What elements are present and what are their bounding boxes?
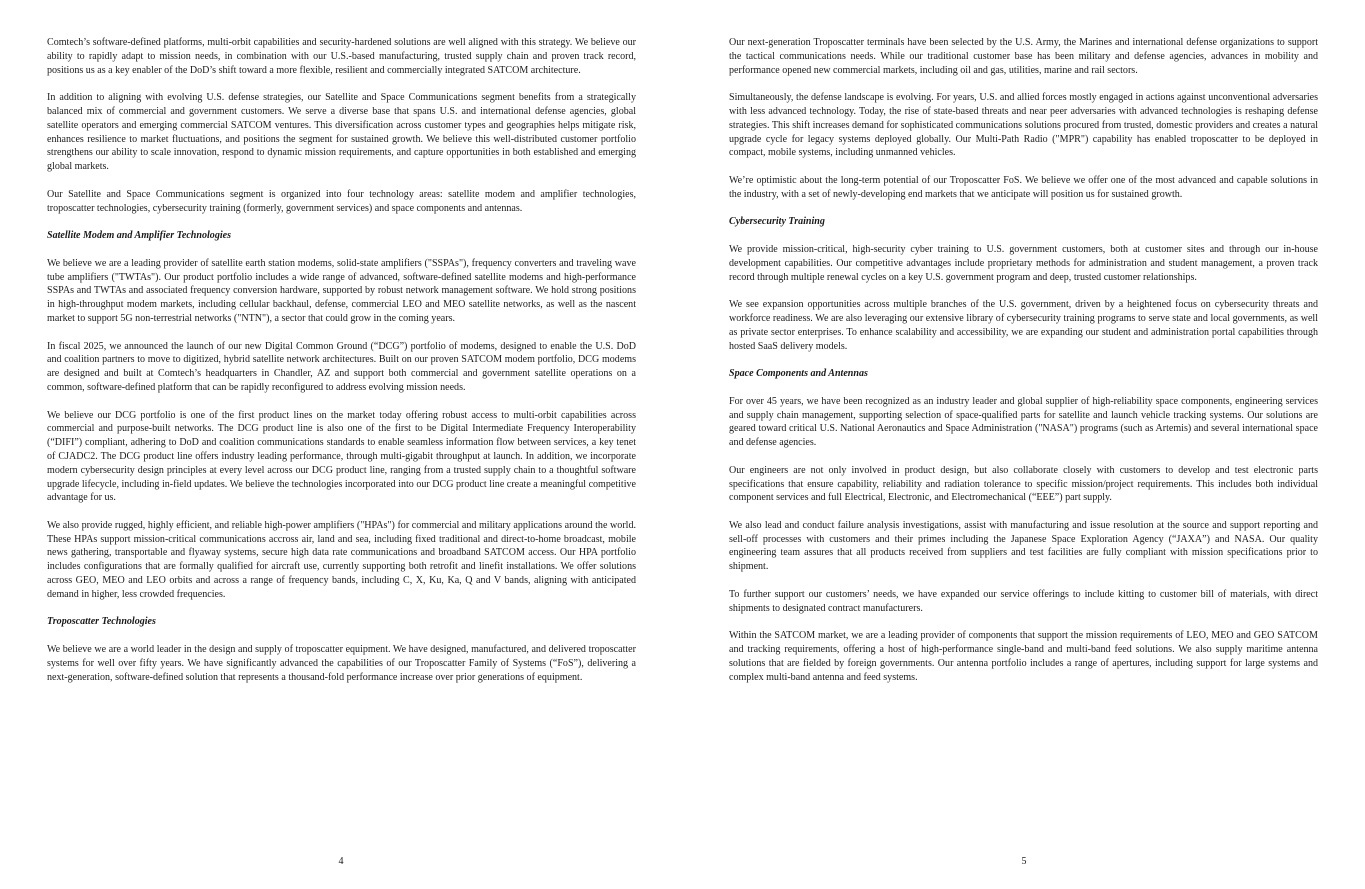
paragraph-engineers: Our engineers are not only involved in product design, but also collaborate closely with customers to develop and test electronic parts specifications that ensure capability, reliability and radiation tolerance to specific mission/project requirements. This includes both individual component services and full Electrical, Electronic, and Electromechanical (“EEE”) part supply.: [729, 464, 1318, 504]
paragraph-cyber-training: We provide mission-critical, high-security cyber training to U.S. government customers, both at customer sites and through our in-house development capabilities. Our competitive advantages include proprietary methods for administration and student management, a proven track record through multiple renewal cycles on a key U.S. government program and deep, trusted customer relationships.: [729, 243, 1318, 283]
paragraph-customer-mix: In addition to aligning with evolving U.S. defense strategies, our Satellite and Space Communications segment benefits from a strategically balanced mix of commercial and government customers. We serve a diverse base that spans U.S. and international defense agencies, global satellite operators and emerging commercial SATCOM ventures. This diversification across customer types and geographies helps mitigate risk, enhances resilience to market fluctuations, and positions the segment for sustained growth. We believe this well-distributed customer portfolio strengthens our ability to scale innovation, respond to dynamic mission requirements, and capture opportunities in both established and emerging global markets.: [47, 92, 636, 173]
section-heading-modem-amplifier: Satellite Modem and Amplifier Technologies: [47, 230, 232, 242]
paragraph-dcg-launch: In fiscal 2025, we announced the launch of our new Digital Common Ground (“DCG”) portfolio of modems, designed to enable the U.S. DoD and coalition partners to move to digitized, hybrid satellite network architectures. Built on our proven SATCOM modem portfolio, DCG modems are designed and built at Comtech’s headquarters in Chandler, AZ and support both commercial and government satellite operations on a common, software-defined platform that can be rapidly reconfigured to address evolving mission needs.: [47, 340, 636, 393]
paragraph-modem-provider: We believe we are a leading provider of satellite earth station modems, solid-state amplifiers ("SSPAs"), frequency converters and traveling wave tube amplifiers ("TWTAs"). Our product portfolio includes a wide range of advanced, software-defined satellite modems and high-performance SSPAs and TWTAs and associated frequency conversion hardware, supported by robust network management software. We hold strong positions in high-throughput modem markets, including cellular backhaul, defense, commercial LEO and MEO satellite networks, as well as the nascent market to support 5G non-terrestrial networks ("NTN"), a sector that could grow in the coming years.: [47, 257, 636, 324]
paragraph-strategy-alignment: Comtech’s software-defined platforms, multi-orbit capabilities and security-hardened solutions are well aligned with this strategy. We believe our ability to rapidly adapt to mission needs, in combination with our U.S.-based manufacturing, trusted supply chain and proven track record, positions us as a key enabler of the DoD’s shift toward a more flexible, resilient and commercially integrated SATCOM architecture.: [47, 37, 636, 76]
paragraph-defense-landscape: Simultaneously, the defense landscape is evolving. For years, U.S. and allied forces mostly engaged in actions against unconventional adversaries with less advanced technology. Today, the rise of state-based threats and near peer adversaries with advanced technologies is reshaping defense strategies. This shift increases demand for sophisticated communications solutions procured from trusted, domestic providers and creates a natural upgrade cycle for legacy systems deployed globally. Our Multi-Path Radio ("MPR") capability has enabled troposcatter to be deployed in compact, mobile systems, including unmanned vehicles.: [729, 92, 1318, 159]
paragraph-troposcatter-terminals: Our next-generation Troposcatter terminals have been selected by the U.S. Army, the Marines and international defense organizations to support the tactical communications needs. While our traditional customer base has been military and defense agencies, advances in mobility and performance opened new commercial markets, including oil and gas, utilities, marine and rail sectors.: [729, 37, 1318, 76]
section-heading-space-components: Space Components and Antennas: [729, 368, 868, 380]
paragraph-dcg-portfolio: We believe our DCG portfolio is one of the first product lines on the market today offering robust access to multi-orbit capabilities across commercial and purpose-built networks. The DCG product line is also one of the first to be Digital Intermediate Frequency Interoperability (“DIFI”) compliant, adhering to DoD and coalition communications standards to enable seamless information flow between services, a key tenet of CJADC2. The DCG product line offers industry leading performance, through multi-gigabit throughput at launch. In addition, we incorporate modern cybersecurity design principles at every level across our DCG product line, ranging from a trusted supply chain to a thoughtful software upgrade lifecycle, including in-field updates. We believe the technologies incorporated into our DCG product line create a meaningful competitive advantage for us.: [47, 409, 636, 504]
paragraph-space-components-leader: For over 45 years, we have been recognized as an industry leader and global supplier of high-reliability space components, engineering services and supply chain management, supporting selection of space-qualified parts for satellite and launch vehicle tracking systems. Our solutions are geared toward critical U.S. National Aeronautics and Space Administration ("NASA") programs (such as Artemis) and several international space and defense agencies.: [729, 395, 1318, 449]
paragraph-troposcatter-leader: We believe we are a world leader in the design and supply of troposcatter equipment. We have designed, manufactured, and delivered troposcatter systems for well over fifty years. We have significantly advanced the capabilities of our Troposcatter Family of Systems (“FoS”), delivering a next-generation, software-defined solution that represents a thousand-fold performance increase over prior generations of equipment.: [47, 644, 636, 683]
page-5-text-column: [729, 36, 1318, 698]
paragraph-hpa: We also provide rugged, highly efficient, and reliable high-power amplifiers ("HPAs") for commercial and military applications around the world. These HPAs support mission-critical communications accross air, land and sea, including fixed traditional and direct-to-home broadcast, mobile news gathering, transportable and flyaway systems, secure high data rate communications and broadband SATCOM access. Our HPA portfolio includes configurations that are formally qualified for aircraft use, currently supporting both retrofit and linefit installations. We offer solutions across GEO, MEO and LEO orbits and across a range of frequency bands, including C, X, Ku, Ka, Q and V bands, aligning with anticipated demand in higher, less crowded frequencies.: [47, 519, 636, 600]
page-number: 5: [1021, 856, 1027, 867]
page-number: 4: [338, 856, 344, 867]
page-5: [683, 0, 1365, 889]
paragraph-failure-analysis: We also lead and conduct failure analysis investigations, assist with manufacturing and issue resolution at the source and support reporting and sell-off processes with customers and their primes including the Japanese Space Exploration Agency (“JAXA”) and NASA. Our quality engineering team assures that all products received from suppliers and test facilities are fully compliant with mission specifications prior to shipment.: [729, 519, 1318, 573]
paragraph-segment-organization: Our Satellite and Space Communications segment is organized into four technology areas: satellite modem and amplifier technologies, troposcatter technologies, cybersecurity training (formerly, government services) and space components and antennas.: [47, 188, 636, 214]
section-heading-cybersecurity: Cybersecurity Training: [729, 216, 825, 228]
paragraph-cyber-expansion: We see expansion opportunities across multiple branches of the U.S. government, driven by a heightened focus on cybersecurity threats and workforce readiness. We are also leveraging our extensive library of cybersecurity training programs to serve state and local governments, as well as private sector enterprises. To enhance scalability and accessibility, we are expanding our student and administration portal capabilities through hosted SaaS delivery models.: [729, 299, 1318, 352]
paragraph-troposcatter-outlook: We’re optimistic about the long-term potential of our Troposcatter FoS. We believe we offer one of the most advanced and capable solutions in the industry, with a set of newly-developing end markets that we anticipate will position us for sustained growth.: [729, 174, 1318, 200]
section-heading-troposcatter: Troposcatter Technologies: [47, 616, 156, 628]
page-4: [0, 0, 682, 889]
page-4-text-column: [47, 36, 636, 698]
paragraph-kitting: To further support our customers’ needs, we have expanded our service offerings to include kitting to customer bill of materials, with direct shipments to designated contract manufacturers.: [729, 588, 1318, 614]
paragraph-satcom-components: Within the SATCOM market, we are a leading provider of components that support the mission requirements of LEO, MEO and GEO SATCOM and tracking requirements, offering a host of high-performance single-band and multi-band feed solutions. We also supply maritime antenna solutions that are fielded by foreign governments. Our antenna portfolio includes a range of apertures, including support for large systems and complex multi-band antenna and feed systems.: [729, 630, 1318, 683]
